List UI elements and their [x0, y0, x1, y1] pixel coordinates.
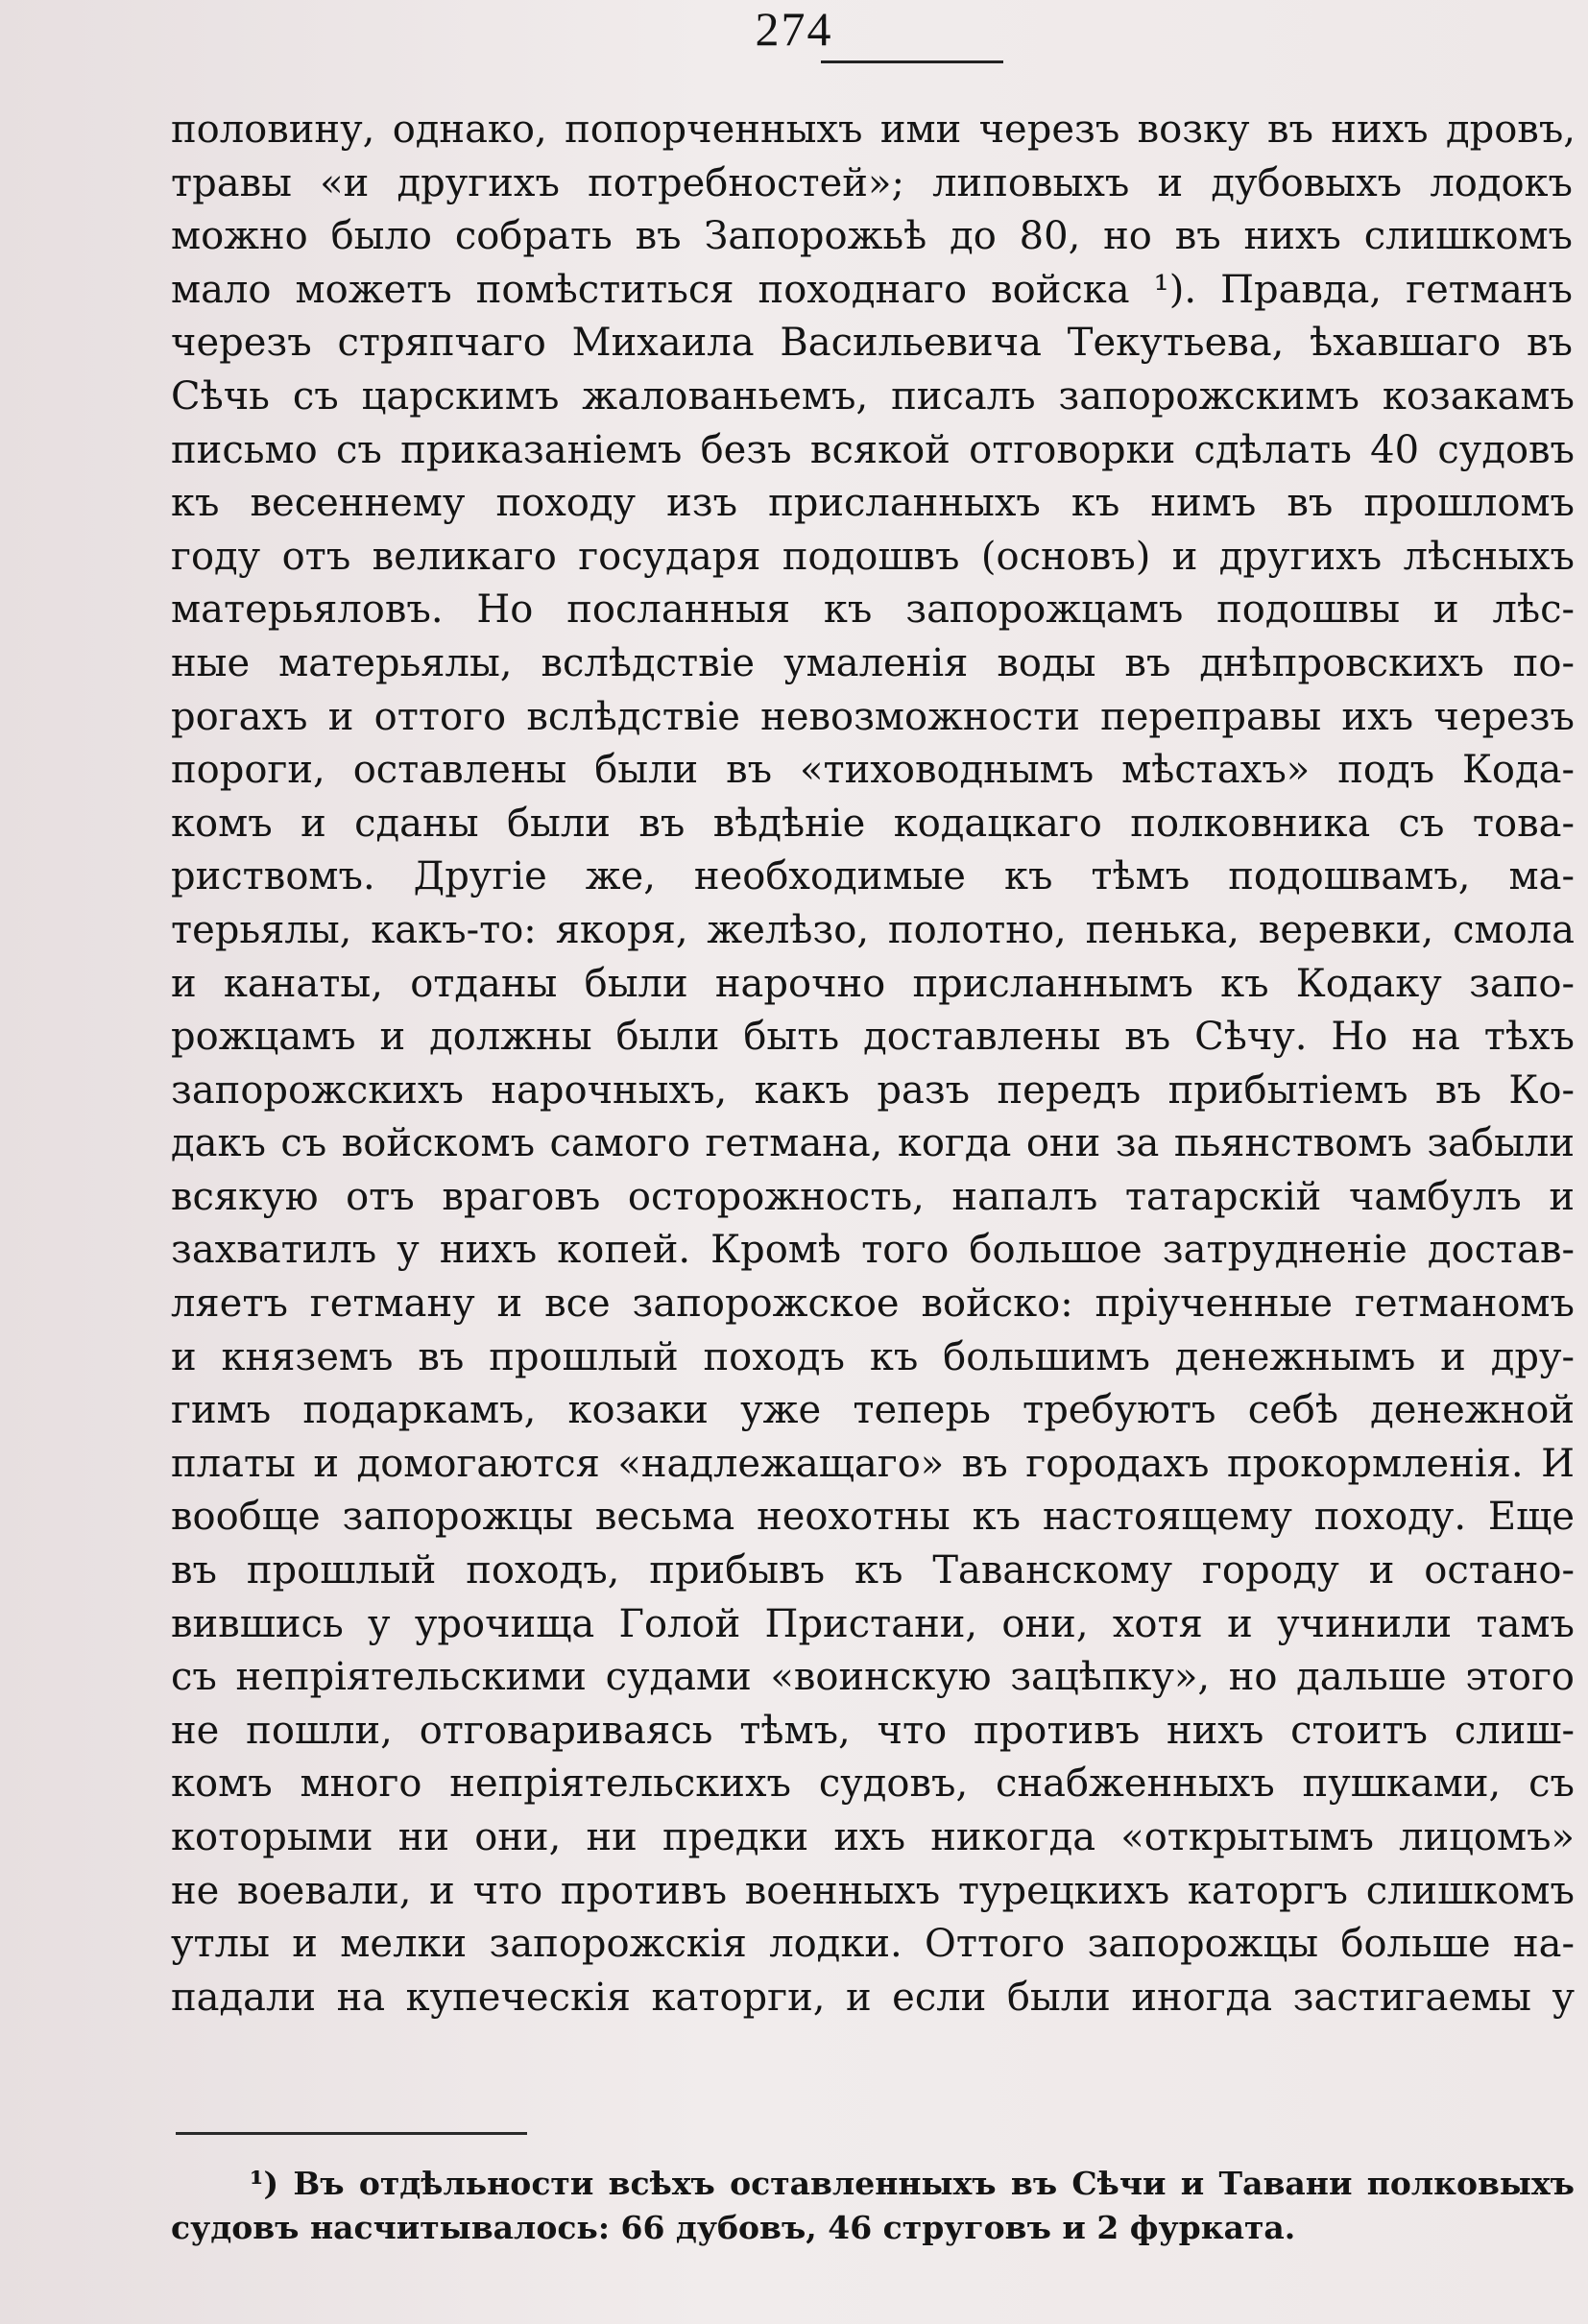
text-line: и канаты, отданы были нарочно присланнымъ къ Кодаку запо- [171, 961, 1575, 1006]
text-line: травы «и другихъ потребностей»; липовыхъ и дубовыхъ лодокъ [171, 160, 1573, 205]
text-line: пороги, оставлены были въ «тиховоднымъ мѣстахъ» подъ Кода- [171, 748, 1575, 793]
page-number: 274 [755, 2, 833, 56]
text-line: захватилъ у нихъ копей. Кромѣ того большое затрудненіе достав- [171, 1228, 1575, 1273]
text-line: комъ много непріятельскихъ судовъ, снабженныхъ пушками, съ [171, 1761, 1575, 1807]
text-line: комъ и сданы были въ вѣдѣніе кодацкаго полковника съ това- [171, 801, 1575, 846]
text-line: падали на купеческія каторги, и если были иногда застигаемы у [171, 1975, 1575, 2020]
text-line: черезъ стряпчаго Михаила Васильевича Текутьева, ѣхавшаго въ [171, 321, 1573, 366]
text-line: году отъ великаго государя подошвъ (основъ) и другихъ лѣсныхъ [171, 534, 1575, 579]
text-line: риствомъ. Другіе же, необходимые къ тѣмъ подошвамъ, ма- [171, 854, 1575, 899]
footnote-line: ¹) Въ отдѣльности всѣхъ оставленныхъ въ Сѣчи и Тавани полковыхъ [250, 2165, 1575, 2202]
text-line: Сѣчь съ царскимъ жалованьемъ, писалъ запорожскимъ козакамъ [171, 373, 1575, 419]
text-line: не пошли, отговариваясь тѣмъ, что противъ нихъ стоитъ слиш- [171, 1708, 1575, 1753]
text-line: ные матерьялы, вслѣдствіе умаленія воды въ днѣпровскихъ по- [171, 640, 1575, 685]
text-line: которыми ни они, ни предки ихъ никогда «открытымъ лицомъ» [171, 1815, 1575, 1859]
text-line: мало можетъ помѣститься походнаго войска ¹). Правда, гетманъ [171, 267, 1573, 312]
header-rule [821, 60, 1003, 63]
text-line: не воевали, и что противъ военныхъ турецкихъ каторгъ слишкомъ [171, 1868, 1575, 1913]
text-line: рожцамъ и должны были быть доставлены въ Сѣчу. Но на тѣхъ [171, 1015, 1575, 1060]
text-line: запорожскихъ нарочныхъ, какъ разъ передъ прибытіемъ въ Ко- [171, 1067, 1575, 1113]
text-line: всякую отъ враговъ осторожность, напалъ татарскій чамбулъ и [171, 1174, 1575, 1219]
footnote-line: судовъ насчитывалось: 66 дубовъ, 46 струговъ и 2 фурката. [171, 2209, 1296, 2246]
text-line: матерьяловъ. Но посланныя къ запорожцамъ подошвы и лѣс- [171, 587, 1575, 633]
text-line: половину, однако, попорченныхъ ими черезъ возку въ нихъ дровъ, [171, 108, 1576, 152]
text-line: и княземъ въ прошлый походъ къ большимъ денежнымъ и дру- [171, 1334, 1575, 1379]
body-text [171, 104, 1575, 2025]
text-line: съ непріятельскими судами «воинскую зацѣпку», но дальше этого [171, 1655, 1575, 1700]
text-line: рогахъ и оттого вслѣдствіе невозможности переправы ихъ черезъ [171, 694, 1575, 739]
text-line: терьялы, какъ-то: якоря, желѣзо, полотно, пенька, веревки, смола [171, 907, 1575, 952]
text-line: въ прошлый походъ, прибывъ къ Таванскому городу и остано- [171, 1548, 1575, 1593]
footnote-rule [176, 2132, 527, 2135]
text-line: къ весеннему походу изъ присланныхъ къ нимъ въ прошломъ [171, 481, 1575, 526]
text-line: можно было собрать въ Запорожьѣ до 80, но въ нихъ слишкомъ [171, 214, 1573, 259]
text-line: вообще запорожцы весьма неохотны къ настоящему походу. Еще [171, 1495, 1575, 1540]
text-line: утлы и мелки запорожскія лодки. Оттого запорожцы больше на- [171, 1922, 1575, 1967]
text-line: вившись у урочища Голой Пристани, они, хотя и учинили тамъ [171, 1601, 1575, 1646]
text-line: гимъ подаркамъ, козаки уже теперь требуютъ себѣ денежной [171, 1388, 1575, 1433]
text-line: платы и домогаются «надлежащаго» въ городахъ прокормленія. И [171, 1441, 1575, 1486]
footnote [171, 2162, 1575, 2250]
text-line: дакъ съ войскомъ самого гетмана, когда они за пьянствомъ забыли [171, 1121, 1575, 1166]
text-line: письмо съ приказаніемъ безъ всякой отговорки сдѣлать 40 судовъ [171, 427, 1575, 472]
text-line: ляетъ гетману и все запорожское войско: пріученные гетманомъ [171, 1282, 1575, 1327]
